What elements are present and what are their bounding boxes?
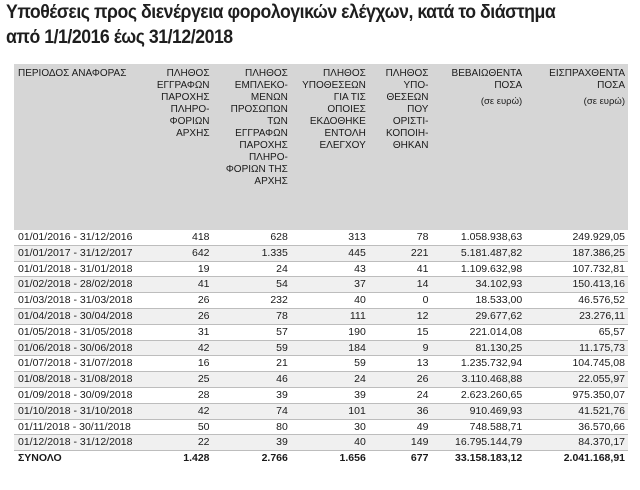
cell-persons: 628 xyxy=(213,230,291,245)
table-row xyxy=(14,230,628,245)
cell-assessed: 81.130,25 xyxy=(431,340,525,356)
cell-assessed: 5.181.487,82 xyxy=(431,245,525,261)
header-audit-orders-count: ΠΛΗΘΟΣ ΥΠΟΘΕΣΕΩΝ ΓΙΑ ΤΙΣ ΟΠΟΙΕΣ ΕΚΔΟΘΗΚΕ ΕΝΤΟΛΗ ΕΛΕΓΧΟΥ xyxy=(302,68,366,151)
cell-persons: 57 xyxy=(213,324,291,340)
cell-persons: 39 xyxy=(213,435,291,451)
cell-period: 01/06/2018 - 30/06/2018 xyxy=(14,340,146,356)
header-period: ΠΕΡΙΟΔΟΣ ΑΝΑΦΟΡΑΣ xyxy=(18,68,127,79)
cell-audit-orders: 30 xyxy=(291,419,369,435)
header-assessed-amounts: ΒΕΒΑΙΩΘΕΝΤΑ ΠΟΣΑ (σε ευρώ) xyxy=(431,64,525,230)
cell-finalized: 26 xyxy=(369,372,432,388)
cell-period: 01/01/2016 - 31/12/2016 xyxy=(14,230,146,245)
table-row xyxy=(14,324,628,340)
cell-documents: 22 xyxy=(146,435,212,451)
table-row xyxy=(14,356,628,372)
cell-assessed: 1.058.938,63 xyxy=(431,230,525,245)
header-persons-count: ΠΛΗΘΟΣ ΕΜΠΛΕΚΟ-ΜΕΝΩΝ ΠΡΟΣΩΠΩΝ ΤΩΝ ΕΓΓΡΑΦΩΝ ΠΑΡΟΧΗΣ ΠΛΗΡΟ-ΦΟΡΙΩΝ ΤΗΣ ΑΡΧΗΣ xyxy=(225,68,288,187)
cell-period: 01/01/2017 - 31/12/2017 xyxy=(14,245,146,261)
cell-assessed: 221.014,08 xyxy=(431,324,525,340)
cell-audit-orders: 184 xyxy=(291,340,369,356)
total-persons: 2.766 xyxy=(213,451,291,466)
table-row xyxy=(14,340,628,356)
cell-collected: 11.175,73 xyxy=(525,340,628,356)
table-row xyxy=(14,245,628,261)
total-assessed: 33.158.183,12 xyxy=(431,451,525,466)
cell-documents: 16 xyxy=(146,356,212,372)
cell-assessed: 1.235.732,94 xyxy=(431,356,525,372)
cell-period: 01/11/2018 - 30/11/2018 xyxy=(14,419,146,435)
cell-audit-orders: 43 xyxy=(291,261,369,277)
cell-period: 01/12/2018 - 31/12/2018 xyxy=(14,435,146,451)
total-finalized: 677 xyxy=(369,451,432,466)
cell-period: 01/03/2018 - 31/03/2018 xyxy=(14,293,146,309)
cell-audit-orders: 59 xyxy=(291,356,369,372)
cell-documents: 26 xyxy=(146,293,212,309)
cell-assessed: 1.109.632,98 xyxy=(431,261,525,277)
cell-collected: 84.370,17 xyxy=(525,435,628,451)
cell-documents: 26 xyxy=(146,308,212,324)
table-row xyxy=(14,308,628,324)
cell-persons: 1.335 xyxy=(213,245,291,261)
cell-persons: 54 xyxy=(213,277,291,293)
cell-persons: 21 xyxy=(213,356,291,372)
cell-assessed: 34.102,93 xyxy=(431,277,525,293)
cell-finalized: 36 xyxy=(369,403,432,419)
header-collected-amounts: ΕΙΣΠΡΑΧΘΕΝΤΑ ΠΟΣΑ (σε ευρώ) xyxy=(525,64,628,230)
cell-finalized: 49 xyxy=(369,419,432,435)
cell-finalized: 78 xyxy=(369,230,432,245)
cell-collected: 104.745,08 xyxy=(525,356,628,372)
cell-finalized: 41 xyxy=(369,261,432,277)
title-line-1: Υποθέσεις προς διενέργεια φορολογικών ελέγχων, κατά το διάστημα xyxy=(6,2,556,23)
cell-audit-orders: 40 xyxy=(291,293,369,309)
cell-documents: 42 xyxy=(146,403,212,419)
cell-period: 01/08/2018 - 31/08/2018 xyxy=(14,372,146,388)
cell-period: 01/02/2018 - 28/02/2018 xyxy=(14,277,146,293)
cell-collected: 41.521,76 xyxy=(525,403,628,419)
cell-audit-orders: 24 xyxy=(291,372,369,388)
cell-documents: 41 xyxy=(146,277,212,293)
table-row xyxy=(14,403,628,419)
cell-documents: 19 xyxy=(146,261,212,277)
cell-collected: 107.732,81 xyxy=(525,261,628,277)
table-row xyxy=(14,261,628,277)
cell-documents: 42 xyxy=(146,340,212,356)
cell-documents: 50 xyxy=(146,419,212,435)
cell-audit-orders: 101 xyxy=(291,403,369,419)
cell-finalized: 24 xyxy=(369,387,432,403)
cell-persons: 78 xyxy=(213,308,291,324)
cell-audit-orders: 190 xyxy=(291,324,369,340)
cell-audit-orders: 111 xyxy=(291,308,369,324)
total-documents: 1.428 xyxy=(146,451,212,466)
cell-audit-orders: 313 xyxy=(291,230,369,245)
cell-documents: 28 xyxy=(146,387,212,403)
cell-audit-orders: 40 xyxy=(291,435,369,451)
cell-collected: 249.929,05 xyxy=(525,230,628,245)
cell-finalized: 15 xyxy=(369,324,432,340)
cell-assessed: 18.533,00 xyxy=(431,293,525,309)
header-finalized-count: ΠΛΗΘΟΣ ΥΠΟ-ΘΕΣΕΩΝ ΠΟΥ ΟΡΙΣΤΙ-ΚΟΠΟΙΗ-ΘΗΚΑΝ xyxy=(385,68,429,151)
total-collected: 2.041.168,91 xyxy=(525,451,628,466)
table-row xyxy=(14,387,628,403)
table-body xyxy=(14,230,628,466)
cell-audit-orders: 37 xyxy=(291,277,369,293)
cell-finalized: 12 xyxy=(369,308,432,324)
cell-assessed: 16.795.144,79 xyxy=(431,435,525,451)
header-collected-unit: (σε ευρώ) xyxy=(583,96,625,107)
cell-collected: 150.413,16 xyxy=(525,277,628,293)
cell-audit-orders: 39 xyxy=(291,387,369,403)
cell-collected: 187.386,25 xyxy=(525,245,628,261)
cell-audit-orders: 445 xyxy=(291,245,369,261)
total-audit-orders: 1.656 xyxy=(291,451,369,466)
cell-collected: 23.276,11 xyxy=(525,308,628,324)
cell-assessed: 3.110.468,88 xyxy=(431,372,525,388)
cell-documents: 31 xyxy=(146,324,212,340)
cell-collected: 22.055,97 xyxy=(525,372,628,388)
cell-persons: 74 xyxy=(213,403,291,419)
table-header-row xyxy=(14,64,628,230)
cell-persons: 232 xyxy=(213,293,291,309)
cell-collected: 975.350,07 xyxy=(525,387,628,403)
cell-documents: 642 xyxy=(146,245,212,261)
cell-persons: 24 xyxy=(213,261,291,277)
header-documents-count: ΠΛΗΘΟΣ ΕΓΓΡΑΦΩΝ ΠΑΡΟΧΗΣ ΠΛΗΡΟ-ΦΟΡΙΩΝ ΑΡΧΗΣ xyxy=(156,68,210,139)
cell-finalized: 149 xyxy=(369,435,432,451)
cell-persons: 80 xyxy=(213,419,291,435)
cell-collected: 46.576,52 xyxy=(525,293,628,309)
cell-assessed: 748.588,71 xyxy=(431,419,525,435)
cell-period: 01/05/2018 - 31/05/2018 xyxy=(14,324,146,340)
document-title xyxy=(6,0,592,50)
cell-finalized: 0 xyxy=(369,293,432,309)
cell-finalized: 14 xyxy=(369,277,432,293)
cell-finalized: 221 xyxy=(369,245,432,261)
cell-collected: 36.570,66 xyxy=(525,419,628,435)
table-row xyxy=(14,419,628,435)
audit-cases-table xyxy=(14,64,628,466)
cell-period: 01/09/2018 - 30/09/2018 xyxy=(14,387,146,403)
total-row xyxy=(14,451,628,466)
cell-assessed: 910.469,93 xyxy=(431,403,525,419)
cell-finalized: 9 xyxy=(369,340,432,356)
cell-documents: 418 xyxy=(146,230,212,245)
cell-finalized: 13 xyxy=(369,356,432,372)
title-line-2: από 1/1/2016 έως 31/12/2018 xyxy=(6,27,233,48)
cell-period: 01/04/2018 - 30/04/2018 xyxy=(14,308,146,324)
cell-persons: 39 xyxy=(213,387,291,403)
cell-assessed: 29.677,62 xyxy=(431,308,525,324)
header-assessed-unit: (σε ευρώ) xyxy=(480,96,523,107)
cell-period: 01/10/2018 - 31/10/2018 xyxy=(14,403,146,419)
table-row xyxy=(14,293,628,309)
table-row xyxy=(14,435,628,451)
cell-persons: 46 xyxy=(213,372,291,388)
table-row xyxy=(14,372,628,388)
total-period: ΣΥΝΟΛΟ xyxy=(14,451,146,466)
cell-period: 01/07/2018 - 31/07/2018 xyxy=(14,356,146,372)
table-row xyxy=(14,277,628,293)
cell-assessed: 2.623.260,65 xyxy=(431,387,525,403)
cell-documents: 25 xyxy=(146,372,212,388)
cell-collected: 65,57 xyxy=(525,324,628,340)
cell-period: 01/01/2018 - 31/01/2018 xyxy=(14,261,146,277)
cell-persons: 59 xyxy=(213,340,291,356)
